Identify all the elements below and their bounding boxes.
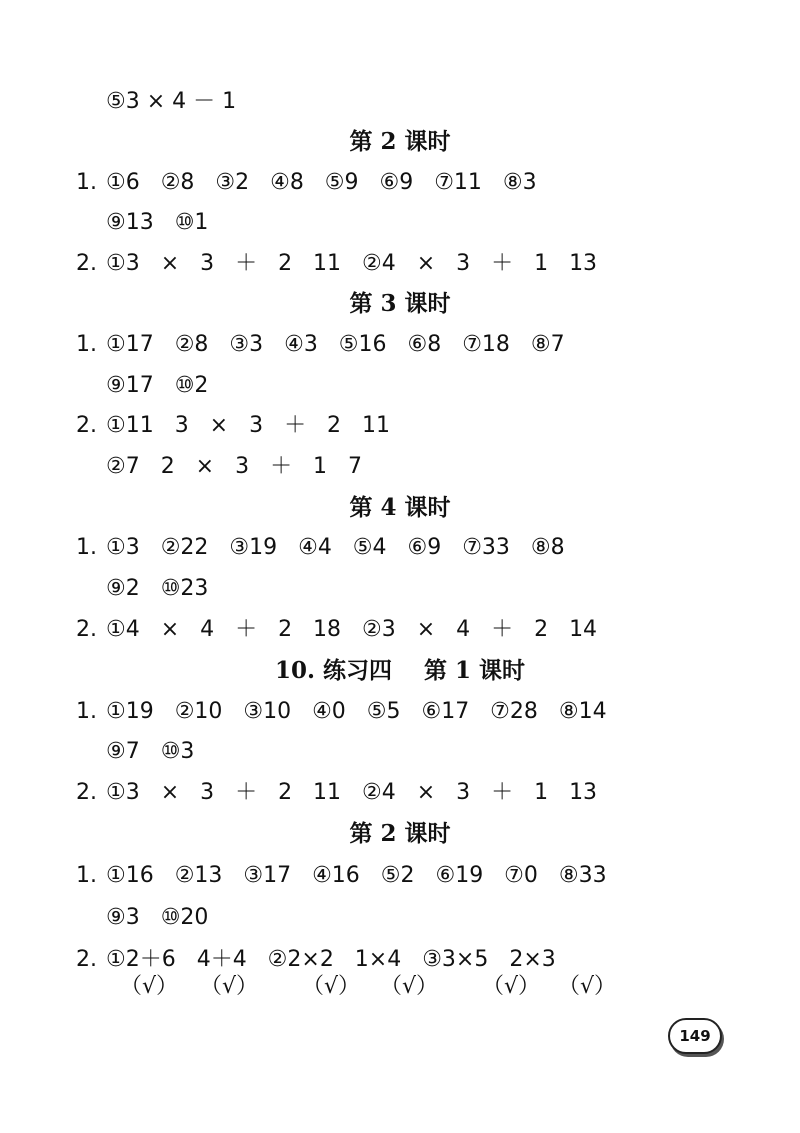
answer-line: 1. ①17 ②8 ③3 ④3 ⑤16 ⑥8 ⑦18 ⑧7 [76, 332, 565, 357]
section-heading: 第 2 课时 [349, 820, 451, 847]
answer-line: ⑨3 ⑩20 [106, 905, 209, 930]
answer-line: ⑨7 ⑩3 [106, 739, 195, 764]
answer-line: 2. ①3 × 3 ＋ 2 11 ②4 × 3 ＋ 1 13 [76, 251, 598, 276]
answer-line: ⑨17 ⑩2 [106, 373, 209, 398]
answer-line: 2. ①2＋6 4＋4 ②2×2 1×4 ③3×5 2×3 [76, 947, 556, 972]
check-marks-row [0, 970, 800, 1004]
check-mark: （√） [380, 974, 439, 999]
check-mark: （√） [200, 974, 259, 999]
answer-line: 2. ①11 3 × 3 ＋ 2 11 [76, 413, 391, 438]
answer-line: ②7 2 × 3 ＋ 1 7 [106, 454, 363, 479]
answer-line: 1. ①3 ②22 ③19 ④4 ⑤4 ⑥9 ⑦33 ⑧8 [76, 535, 565, 560]
answer-line: 1. ①19 ②10 ③10 ④0 ⑤5 ⑥17 ⑦28 ⑧14 [76, 699, 607, 724]
answer-line: 2. ①3 × 3 ＋ 2 11 ②4 × 3 ＋ 1 13 [76, 780, 598, 805]
answer-line: 1. ①6 ②8 ③2 ④8 ⑤9 ⑥9 ⑦11 ⑧3 [76, 170, 537, 195]
answer-line: 2. ①4 × 4 ＋ 2 18 ②3 × 4 ＋ 2 14 [76, 617, 598, 642]
answer-line: 1. ①16 ②13 ③17 ④16 ⑤2 ⑥19 ⑦0 ⑧33 [76, 863, 607, 888]
answer-line: ⑨2 ⑩23 [106, 576, 209, 601]
answer-line: ⑨13 ⑩1 [106, 210, 209, 235]
check-mark: （√） [558, 974, 617, 999]
check-mark: （√） [120, 974, 179, 999]
check-mark: （√） [302, 974, 361, 999]
check-mark: （√） [482, 974, 541, 999]
section-heading: 10. 练习四 第 1 课时 [274, 657, 526, 684]
section-heading: 第 4 课时 [349, 494, 451, 521]
page-number-badge: 149 [668, 1018, 722, 1054]
section-heading: 第 3 课时 [349, 290, 451, 317]
answer-line: ⑤3 × 4 － 1 [106, 89, 237, 114]
section-heading: 第 2 课时 [349, 128, 451, 155]
